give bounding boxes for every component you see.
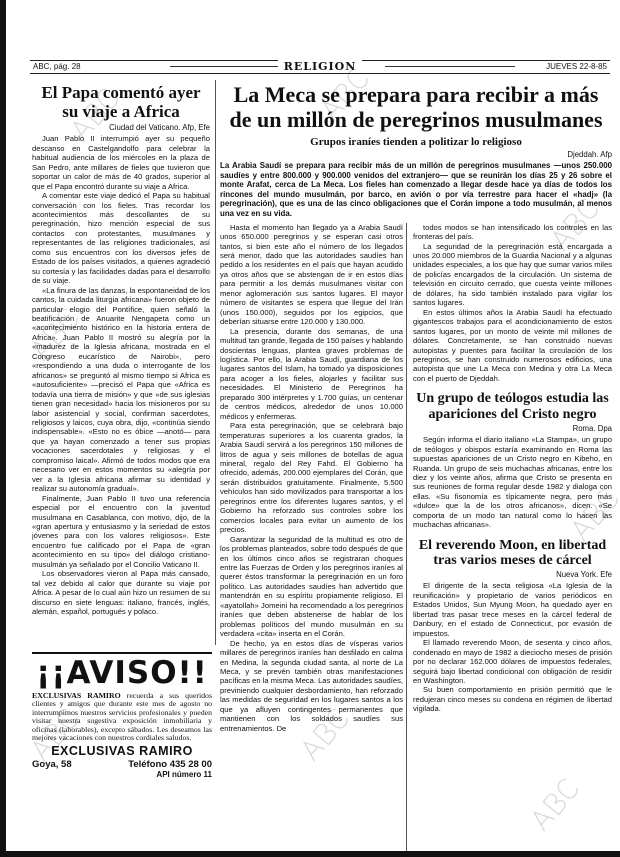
page-number: ABC, pág. 28 <box>33 62 81 71</box>
paragraph: Juan Pablo II interrumpió ayer su pequeño descanso en Castelgandolfo para celebrar la habitual audiencia de los miércoles en la plaza de San Pedro, ante millares de fieles que tuvieron que soportar un calor de más de 40 grados, superior al que el Papa encontró durante su viaje a Africa. <box>32 134 210 191</box>
paragraph: todos modos se han intensificado los controles en las fronteras del país. <box>413 222 612 242</box>
moon-body <box>413 581 612 851</box>
paragraph: La seguridad de la peregrinación está encargada a unos 20.000 miembros de la Guardia Nacional y a algunas unidades especiales, a los que hay que sumar varios miles de policías encargados de la circulación. Un sistema de televisión en circuito cerrado, que cuesta veinte millones de dólares, ha sido también instalado para vigilar los santos lugares. <box>413 241 612 308</box>
paragraph: La presencia, durante dos semanas, de una multitud tan grande, llegada de 150 países y hablando doscientas lenguas, plantea graves problemas de logística. Por ello, la Arabia Saudí, guardiana de los lugares santos del Islam, ha tomado ya disposiciones para acoger a los fieles, alojarles y facilitar sus necesidades. El Ministerio de Peregrinos ha preparado 300 intérpretes y 1.700 guías, un centenar de centros médicos, alrededor de unos 10.000 médicos y enfermeras. <box>220 326 403 421</box>
moon-dateline: Nueva York. Efe <box>556 570 612 580</box>
paragraph: A comentar este viaje dedicó el Papa su habitual conversación con los fieles. Tras recordar los acontecimientos más descollantes de su peregrinación, hizo mención especial de sus contactos con protestantes, musulmanes y representantes de las religiones tradicionales, así como sus encuentros con los diversos jefes de Estado de los países visitados, a quienes agradeció su cortesía y las facilidades dadas para el desarrollo de su viaje. <box>32 191 210 286</box>
theologians-headline: Un grupo de teólogos estudia las apariciones del Cristo negro <box>416 391 609 422</box>
paragraph: De hecho, ya en estos días de vísperas varios millares de peregrinos iraníes han desfilado en calma en Medina, la segunda ciudad santa, al norte de La Meca, y se prevén también otras manifestaciones pacíficas en la misma Meca. Las autoridades saudíes, previniendo cualquier desbordamiento, han reforzado las medidas de seguridad en los lugares santos a los que ya afluyen contingentes permanentes que mantienen con los soldados saudíes sus entrenamientos. De <box>220 638 403 733</box>
paragraph: «La finura de las danzas, la espontaneidad de los cantos, la cuidada liturgia africana» fueron objeto de particular elogio del Pontífice, quien señaló la beatificación de Anuarite Nengapeta como un «acontecimiento histórico en la historia entera de Africa». Juan Pablo II mostró su alegría por la «madurez de la Iglesia africana, mostrada en el Congreso eucarístico de Nairobi», pero «respondiendo a una duda o interrogante de los africanos» se preguntó al mismo tiempo si Africa es «autosuficiente» —precisó el Papa que «Africa es todavía una tierra de misión» y que «de sus iglesias tienen gran necesidad» hacia los misioneros por su labor asistencial y social, confirman sacerdotes, religiosos y laicos, cuya obra, dijo, «continúa siendo indispensable». «Esto no es óbice —anotó— para que ya hayan comenzado a tener sus propias vocaciones sacerdotales y religiosas y el compromiso laical». Afirmó de todos modos que era necesario ver en estos momentos su «alegría por ver a la Iglesia africana afirmar su identidad y realizar su autonomía gradual». <box>32 285 210 494</box>
main-subheadline: Grupos iraníes tienden a politizar lo religioso <box>310 136 522 148</box>
ad-title: ¡¡AVISO!! <box>36 655 208 691</box>
issue-date: JUEVES 22-8-85 <box>546 62 607 71</box>
section-title: RELIGION <box>278 60 363 73</box>
scan-edge <box>0 0 6 857</box>
paragraph: Garantizar la seguridad de la multitud es otro de los problemas planteados, sobre todo después de que en los últimos cinco años se registraran choques entre las Fuerzas de Orden y los peregrinos iraníes al querer éstos transformar la peregrinación en un foro político. Las autoridades saudíes han advertido que mantendrán en su espíritu propiamente religioso. El «ayatollah» Jomeini ha recomendado a los peregrinos iraníes que deben abstenerse de hablar de los problemas políticos del mundo musulmán en su verdadera «cita» inserta en el Corán. <box>220 534 403 639</box>
paragraph: Según informa el diario italiano «La Stampa», un grupo de teólogos y obispos estaría examinando en Roma las supuestas apariciones de un Cristo negro en Kibeho, en Ruanda. Un grupo de seis muchachas africanas, entre los diez y los veinte años, afirma que Cristo se presenta en sus reuniones de forma regular desde 1982 y dialoga con ellas. «Su fisonomía es típicamente negra, pero más «dulce» que la de los otros africanos», dicen. «Se comporta de un modo tan natural como lo hacen las muchachas africanas». <box>413 435 612 530</box>
paragraph: Finalmente, Juan Pablo II tuvo una referencia especial por el encuentro con la juventud musulmana en Casablanca, con motivo, dijo, de la «gran apertura y entusiasmo y la seriedad de estos jóvenes para con los valores religiosos». Este encuentro fue calificado por el Papa de «gran acontecimiento en su tipo» del diálogo cristiano-musulmán ya señalado por el Concilio Vaticano II. <box>32 493 210 569</box>
paragraph: El llamado reverendo Moon, de sesenta y cinco años, condenado en mayo de 1982 a dieciocho meses de prisión por no declarar 162.000 dólares de impuestos federales, seguirá bajo libertad condicional con obligación de residir en Washington. <box>413 638 612 685</box>
ad-address: Goya, 58 <box>32 759 72 771</box>
paragraph: Su buen comportamiento en prisión permitió que le redujeran cinco meses su condena en régimen de libertad vigilada. <box>413 685 612 714</box>
main-column-2 <box>413 223 612 384</box>
ad-lead: EXCLUSIVAS RAMIRO <box>32 691 121 700</box>
aviso-advertisement <box>32 652 212 814</box>
ad-api: API número 11 <box>156 770 212 780</box>
scan-bottom-edge <box>0 851 620 857</box>
paragraph: Hasta el momento han llegado ya a Arabia Saudí unos 650.000 peregrinos y se esperan casi otros tantos, si bien este año el número de los llegados será menor, dado que las autoridades saudíes han pedido a los residentes en el país que hayan acudido ya otros años que se abstengan de ir en estos días para permitir a los demás musulmanes visitar con menor aglomeración sus santos lugares. El mayor número de visitantes se espera que llegue del Irán (unos 150.000), seguidos por los egipcios, que deberían situarse entre 120.000 y 130.000. <box>220 222 403 327</box>
main-lead: La Arabia Saudí se prepara para recibir más de un millón de peregrinos musulmanes —unos 250.000 saudíes y entre 800.000 y 900.000 venidos del extranjero— que se reunirán los días 25 y 26 sobre el monte Arafat, cerca de La Meca. Los fieles han comenzado a llegar desde hace ya días de todos los rincones del mundo musulmán, por barco, en avión o por vía terrestre para hacer el «hadj» (la peregrinación), que es una de las cinco obligaciones que el Corán impone a todo musulmán, al menos una vez en su vida. <box>220 161 612 219</box>
main-columns <box>220 223 612 851</box>
left-article <box>32 84 210 646</box>
paragraph: Para esta peregrinación, que se celebrará bajo temperaturas superiores a los cuarenta grados, la Arabia Saudí servirá a los peregrinos 150 millones de litros de agua y seis millones de botellas de agua mineral, regalo del Rey Fahd. El Gobierno ha ofrecido, además, 200.000 ejemplares del Corán, que serán distribuidos gratuitamente. Finalmente, 5.500 vehículos han sido movilizados para transportar a los peregrinos entre los diferentes lugares santos, y el Gobierno ha reforzado sus controles sobre los comercios locales para evitar un aumento de los precios. <box>220 421 403 535</box>
ad-firm: EXCLUSIVAS RAMIRO <box>51 744 193 759</box>
ad-body: recuerda a sus queridos clientes y amigos que durante este mes de agosto no interrumpimos nuestros servicios profesionales y pueden visitar nuestra sugestiva exposición inmobiliaria y oficinas (laborables), excepto sábados. Les deseamos las mejores vacaciones con nuestros cordiales saludos. <box>32 691 212 743</box>
column-divider <box>215 80 216 645</box>
left-dateline: Ciudad del Vaticano. Afp, Efe <box>109 123 210 133</box>
main-headline: La Meca se prepara para recibir a más de un millón de peregrinos musulmanes <box>229 82 603 132</box>
main-article <box>220 82 612 851</box>
theologians-body <box>413 435 612 530</box>
main-column-1 <box>220 223 407 851</box>
main-dateline: Djeddah. Afp <box>567 150 612 160</box>
paragraph: Los observadores vieron al Papa más cansado, tal vez debido al calor que durante su viaje por Africa. A pesar de lo cual aún hizo un resumen de su discurso en siete lenguas: italiano, francés, inglés, alemán, español, portugués y polaco. <box>32 569 210 617</box>
ad-text <box>32 692 212 742</box>
theologians-dateline: Roma. Dpa <box>572 424 612 434</box>
left-headline: El Papa comentó ayer su viaje a Africa <box>41 84 201 121</box>
page-header <box>30 60 610 74</box>
right-column <box>413 223 612 851</box>
moon-headline: El reverendo Moon, en libertad tras varios meses de cárcel <box>418 537 607 569</box>
ad-phone: Teléfono 435 28 00 <box>128 759 212 771</box>
paragraph: El dirigente de la secta religiosa «La Iglesia de la reunificación» y propietario de varios periódicos en Estados Unidos, Sun Myung Moon, ha quedado ayer en libertad tras pasar trece meses en la cárcel federal de Danbury, en el estado de Connecticut, por evasión de impuestos. <box>413 581 612 638</box>
paragraph: En estos últimos años la Arabia Saudí ha efectuado gigantescos trabajos para el acondicionamiento de estos santos lugares, por un monto de veinte mil millones de dólares. Concretamente, se han construido nuevas autopistas y puentes para facilitar la circulación de los peregrinos, se han construido numerosos edificios, una autopista que une La Meca con Medina y otra La Meca con el puerto de Djeddah. <box>413 307 612 383</box>
left-article-body <box>32 134 210 646</box>
